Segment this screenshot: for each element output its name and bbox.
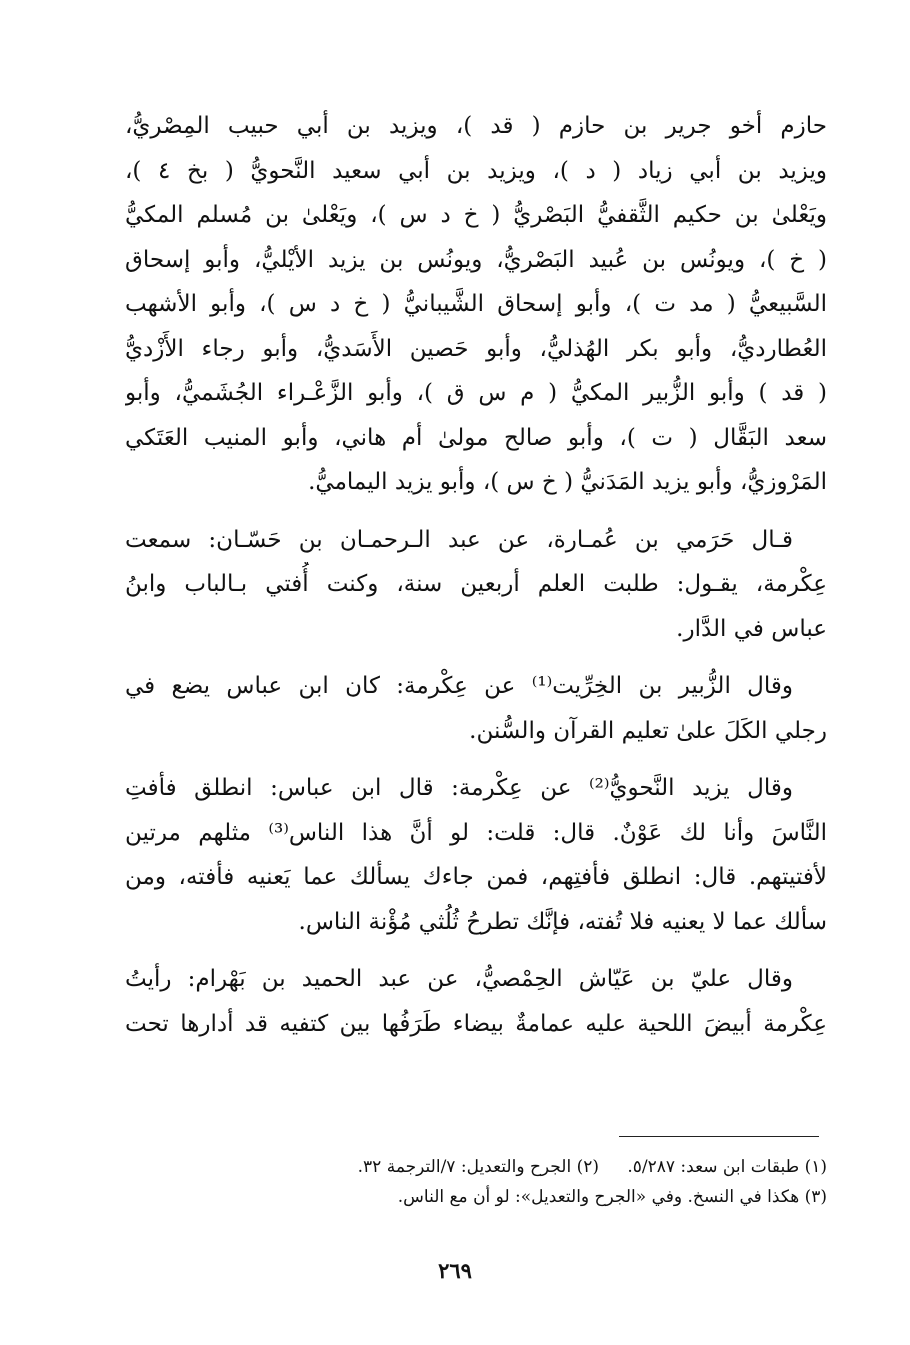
footnote-separator xyxy=(619,1136,819,1137)
text-line: المَرْوزيُّ، وأبو يزيد المَدَنيُّ ( خ س )، وأبو يزيد اليماميُّ. xyxy=(308,469,827,495)
text-line: رجلي الكَلَ علىٰ تعليم القرآن والسُّنن. xyxy=(469,717,827,744)
text-line: لأفتيتهم. قال: انطلق فأفتِهم، فمن جاءك يسألك عما يَعنيه فأفته، ومن xyxy=(125,864,827,890)
main-text xyxy=(125,104,827,1059)
paragraph-harami xyxy=(125,518,827,652)
text-line: وقال الزُّبير بن الخِرِّيت⁽¹⁾ عن عِكْرمة: كان ابن عباس يضع في xyxy=(125,673,793,699)
page-number: ٢٦٩ xyxy=(438,1258,472,1283)
footnote-1: (١) طبقات ابن سعد: ٥/٢٨٧. xyxy=(627,1157,827,1177)
text-line: العُطارديُّ، وأبو بكر الهُذليُّ، وأبو حَصين الأَسَديُّ، وأبو رجاء الأَزْديُّ xyxy=(125,335,827,362)
footnote-2: (٢) الجرح والتعديل: ٧/الترجمة ٣٢. xyxy=(357,1157,599,1177)
text-line: عِكْرمة، يقـول: طلبت العلم أربعين سنة، وكنت أُفتي بـالباب وابنُ xyxy=(125,571,827,597)
text-line: ( قد ) وأبو الزُّبير المكيُّ ( م س ق )، وأبو الزَّعْـراء الجُشَميُّ، وأبو xyxy=(125,380,827,406)
footnotes xyxy=(125,1152,827,1212)
text-line: سألك عما لا يعنيه فلا تُفته، فإنَّك تطرحُ ثُلُثي مُؤْنة الناس. xyxy=(298,908,827,935)
footnote-row xyxy=(125,1182,827,1212)
text-line: ويَعْلىٰ بن حكيم الثَّقفيُّ البَصْريُّ ( خ د س )، ويَعْلىٰ بن مُسلم المكيُّ xyxy=(125,202,827,228)
text-line: السَّبيعيُّ ( مد ت )، وأبو إسحاق الشَّيبانيُّ ( خ د س )، وأبو الأشهب xyxy=(125,291,827,317)
text-line: ( خ )، ويونُس بن عُبيد البَصْريُّ، ويونُس بن يزيد الأيْليُّ، وأبو إسحاق xyxy=(125,246,827,273)
text-line: حازم أخو جرير بن حازم ( قد )، ويزيد بن أبي حبيب المِصْريُّ، xyxy=(125,113,827,139)
text-line: سعد البَقَّال ( ت )، وأبو صالح مولىٰ أم هاني، وأبو المنيب العَتَكي xyxy=(125,424,827,451)
text-line: وقال يزيد النَّحويُّ⁽²⁾ عن عِكْرمة: قال ابن عباس: انطلق فأفتِ xyxy=(125,775,793,801)
paragraph-yazid xyxy=(125,766,827,944)
text-line: النَّاسَ وأنا لك عَوْنٌ. قال: قلت: لو أنَّ هذا الناس⁽³⁾ مثلهم مرتين xyxy=(125,819,827,846)
text-line: قـال حَرَمي بن عُمـارة، عن عبد الـرحمـان بن حَسّـان: سمعت xyxy=(125,526,793,553)
footnote-3: (٣) هكذا في النسخ. وفي «الجرح والتعديل»: لو أن مع الناس. xyxy=(397,1187,827,1207)
text-line: ويزيد بن أبي زياد ( د )، ويزيد بن أبي سعيد النَّحويُّ ( بخ ٤ )، xyxy=(125,157,827,184)
paragraph-narrators-list xyxy=(125,104,827,505)
footnote-row xyxy=(125,1152,827,1182)
paragraph-zubair xyxy=(125,664,827,753)
text-line: عِكْرمة أبيضَ اللحية عليه عمامةٌ بيضاء طَرَفُها بين كتفيه قد أدارها تحت xyxy=(125,1010,827,1037)
text-line: عباس في الدَّار. xyxy=(676,615,827,642)
paragraph-ali xyxy=(125,957,827,1046)
text-line: وقال عليّ بن عَيّاش الحِمْصيُّ، عن عبد الحميد بن بَهْرام: رأيتُ xyxy=(125,966,793,992)
